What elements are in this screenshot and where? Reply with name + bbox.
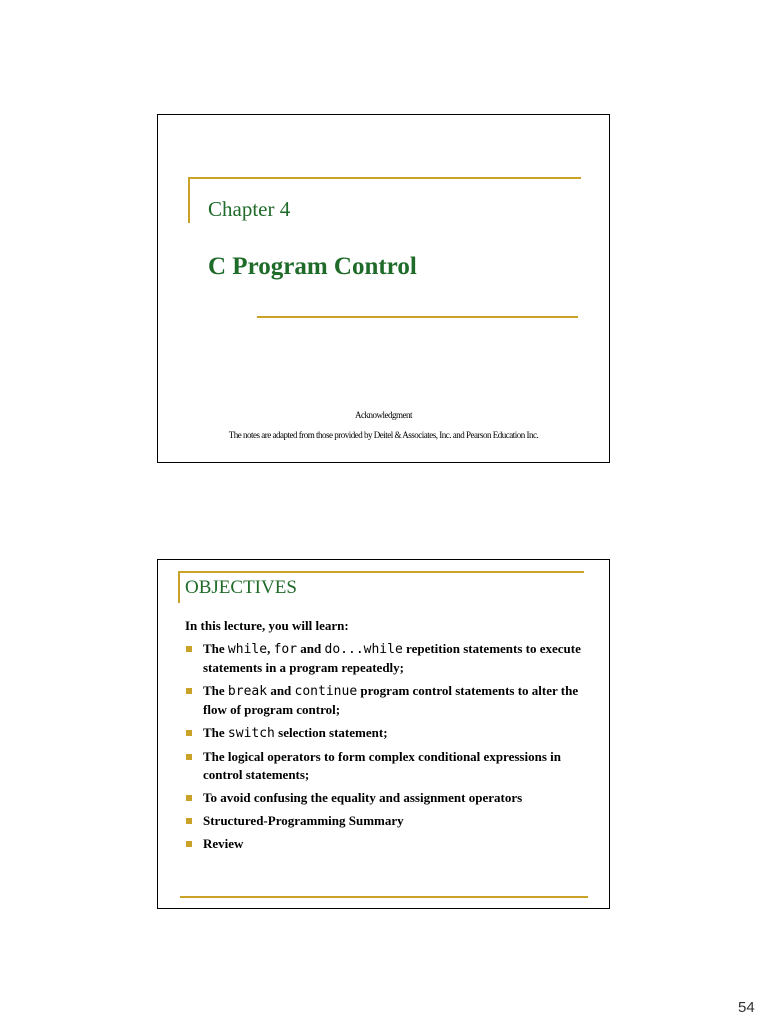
bottom-rule xyxy=(257,316,578,318)
objective-text: The logical operators to form complex conditional expressions in control statements; xyxy=(203,749,561,782)
objective-text: and xyxy=(297,641,325,656)
objective-item xyxy=(185,789,595,807)
code-keyword: for xyxy=(273,642,298,657)
objective-text: selection statement; xyxy=(274,725,388,740)
objective-text: The xyxy=(203,725,228,740)
objective-text: The xyxy=(203,683,228,698)
objective-text: repetition statements to execute statements in a program repeatedly; xyxy=(203,641,581,675)
objective-text: Review xyxy=(203,836,244,851)
page-number: 54 xyxy=(738,999,755,1016)
left-rule xyxy=(178,571,180,603)
top-rule xyxy=(188,177,581,179)
top-rule xyxy=(178,571,584,573)
square-bullet-icon xyxy=(186,795,192,801)
slide-chapter-title xyxy=(157,114,610,463)
code-keyword: break xyxy=(227,684,268,699)
left-rule xyxy=(188,177,190,223)
square-bullet-icon xyxy=(186,688,192,694)
square-bullet-icon xyxy=(186,646,192,652)
acknowledgement-label: Acknowledgment xyxy=(355,410,412,420)
objective-text: The xyxy=(203,641,228,656)
objective-text: To avoid confusing the equality and assignment operators xyxy=(203,790,523,805)
objectives-heading: OBJECTIVES xyxy=(185,577,297,598)
objective-text: , xyxy=(267,641,274,656)
bottom-rule xyxy=(180,896,588,898)
objective-text: program control statements to alter the flow of program control; xyxy=(203,683,579,717)
square-bullet-icon xyxy=(186,841,192,847)
code-keyword: do...while xyxy=(324,642,403,657)
acknowledgement-notes: The notes are adapted from those provided by Deitel & Associates, Inc. and Pearson Education Inc. xyxy=(228,430,539,440)
objective-item xyxy=(185,748,595,784)
objective-text: Structured-Programming Summary xyxy=(203,813,404,828)
objectives-intro: In this lecture, you will learn: xyxy=(185,618,349,633)
square-bullet-icon xyxy=(186,818,192,824)
square-bullet-icon xyxy=(186,730,192,736)
slide-title: C Program Control xyxy=(208,253,417,280)
square-bullet-icon xyxy=(186,754,192,760)
objective-text: and xyxy=(267,683,295,698)
code-keyword: switch xyxy=(227,726,275,741)
slide-objectives xyxy=(157,559,610,909)
objective-item xyxy=(185,640,595,677)
objective-item xyxy=(185,724,595,743)
objective-item xyxy=(185,835,595,853)
objective-item xyxy=(185,812,595,830)
code-keyword: while xyxy=(227,642,268,657)
objectives-list xyxy=(185,640,595,858)
objective-item xyxy=(185,682,595,719)
chapter-label: Chapter 4 xyxy=(208,197,291,221)
code-keyword: continue xyxy=(294,684,358,699)
